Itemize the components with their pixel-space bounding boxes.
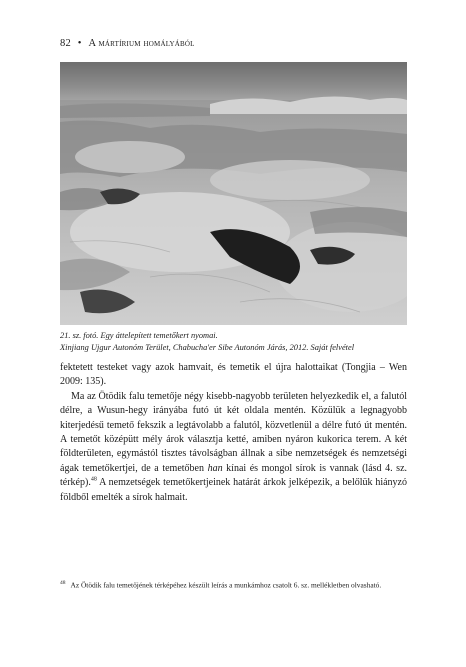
footnote-text: Az Ötödik falu temetőjének térképéhez készült leírás a munkámhoz csatolt 6. sz. mellékletben olvasható. xyxy=(70,580,382,590)
footnote-ref-48[interactable]: 48 xyxy=(90,476,97,483)
paragraph-1: fektetett testeket vagy azok hamvait, és temetik el újra halottaikat (Tongjia – Wen 2009: 135). xyxy=(60,362,407,388)
grass-2 xyxy=(310,207,407,237)
header-separator: • xyxy=(77,38,82,49)
mound-1 xyxy=(75,141,185,173)
running-head xyxy=(60,38,195,49)
sky xyxy=(60,62,407,102)
grave-field-photo xyxy=(60,62,407,325)
footnote xyxy=(60,578,407,590)
figure-caption xyxy=(60,330,420,354)
paragraph-2 xyxy=(60,390,407,505)
paragraph-2-text-c: A nemzetségek temetőkertjeinek határát árkok jelképezik, a belőlük hiányzó földből emelték a sírok halmait. xyxy=(60,477,407,503)
mound-2 xyxy=(210,160,370,200)
caption-line-2: Xinjiang Ujgur Autonóm Terület, Chabucha'er Sibe Autonóm Járás, 2012. Saját felvétel xyxy=(60,343,355,352)
photo-illustration xyxy=(60,62,407,325)
page-number: 82 xyxy=(60,38,71,49)
distant-mounds xyxy=(210,96,407,114)
body-text xyxy=(60,361,407,505)
paragraph-2-text-a: Ma az Ötödik falu temetője négy kisebb-nagyobb területen helyezkedik el, a falutól délre, a Wusun-hegy irányába futó út két oldala mentén. Közülük a legnagyobb kiterjedésű temető fekszik a legtávolabb a falutól, közvetlenül a délre futó út mentén. A temetőt középütt mély árok választja ketté, amiben nyáron kukorica terem. A két földterületen, egymástól tisztes távolságban állnak a sibe nemzetségek és nemzetségi ágak temetőkertjei, de a temetőben xyxy=(60,390,407,474)
footnote-number: 48 xyxy=(60,580,66,586)
paragraph-2-text-b: kínai és mongol sírok is vannak (lásd 4. sz. térkép). xyxy=(60,462,408,489)
paragraph-2-emphasis: han xyxy=(207,462,223,474)
caption-line-1: 21. sz. fotó. Egy áttelepített temetőkert nyomai. xyxy=(60,331,218,340)
running-title: A mártírium homályából xyxy=(88,38,195,49)
